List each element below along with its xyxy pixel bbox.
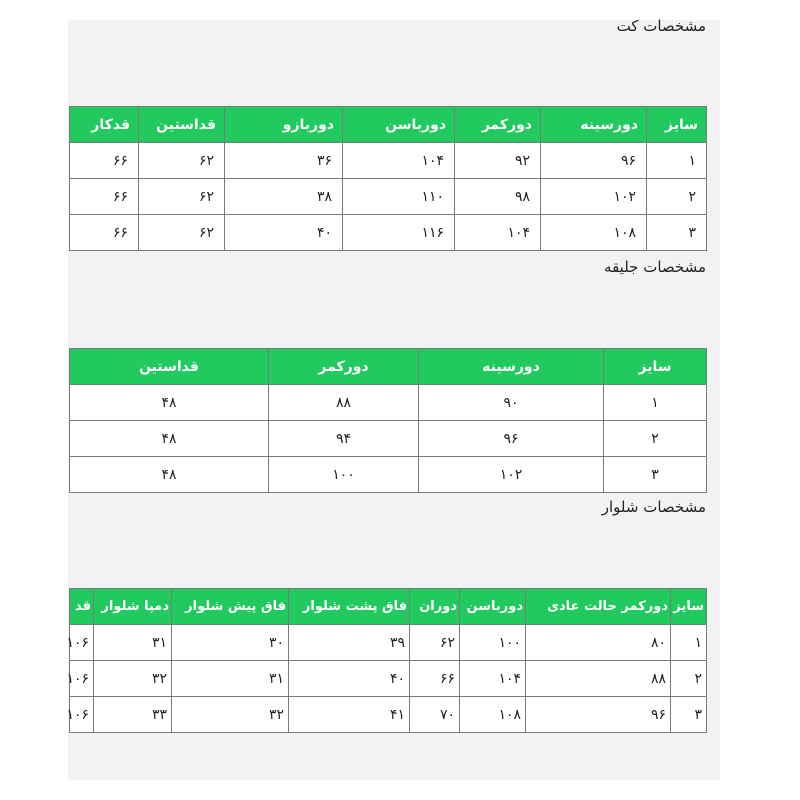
table-cell: ۱۱۰: [343, 179, 455, 215]
table-cell: ۱: [604, 385, 707, 421]
table-cell: ۴۰: [289, 661, 410, 697]
table-cell: ۹۲: [455, 143, 541, 179]
table-cell: ۱۰۸: [541, 215, 647, 251]
table-row: [70, 421, 707, 457]
table-cell: ۶۲: [410, 625, 460, 661]
table-cell: ۳۳: [94, 697, 172, 733]
table-cell: ۱۰۲: [419, 457, 604, 493]
table-cell: ۶۲: [139, 143, 225, 179]
table-row: [70, 661, 707, 697]
table-cell: ۴۱: [289, 697, 410, 733]
pants-header-waist: دورکمر حالت عادی: [526, 589, 671, 625]
table-cell: ۱۰۰: [460, 625, 526, 661]
coat-header-body-length: قدکار: [70, 107, 139, 143]
table-cell: ۱۰۰: [269, 457, 419, 493]
table-cell: ۳۸: [225, 179, 343, 215]
pants-header-front-rise: فاق پیش شلوار: [172, 589, 289, 625]
table-row: [70, 457, 707, 493]
table-cell: ۶۶: [70, 179, 139, 215]
table-cell: ۸۸: [526, 661, 671, 697]
table-cell: ۴۸: [70, 457, 269, 493]
table-row: [70, 179, 707, 215]
table-cell: ۴۸: [70, 385, 269, 421]
coat-header-waist: دورکمر: [455, 107, 541, 143]
coat-header-hip: دورباسن: [343, 107, 455, 143]
table-cell: ۳۲: [172, 697, 289, 733]
pants-header-size: سایز: [671, 589, 707, 625]
vest-header-row: [70, 349, 707, 385]
table-cell: ۱۰۴: [455, 215, 541, 251]
table-row: [70, 385, 707, 421]
table-cell: ۱۰۸: [460, 697, 526, 733]
table-cell: ۳۱: [172, 661, 289, 697]
table-cell: ۸۰: [526, 625, 671, 661]
pants-header-length: قد: [70, 589, 94, 625]
vest-header-chest: دورسینه: [419, 349, 604, 385]
table-cell: ۱۰۶: [70, 697, 94, 733]
table-cell: ۶۲: [139, 179, 225, 215]
table-cell: ۶۲: [139, 215, 225, 251]
table-cell: ۳: [604, 457, 707, 493]
pants-header-row: [70, 589, 707, 625]
table-cell: ۱۰۴: [343, 143, 455, 179]
table-cell: ۶۶: [70, 215, 139, 251]
table-cell: ۳۲: [94, 661, 172, 697]
table-cell: ۱۰۶: [70, 625, 94, 661]
table-cell: ۱۰۴: [460, 661, 526, 697]
table-cell: ۲: [604, 421, 707, 457]
coat-header-sleeve-length: قداستین: [139, 107, 225, 143]
table-cell: ۹۸: [455, 179, 541, 215]
table-cell: ۶۶: [410, 661, 460, 697]
table-row: [70, 143, 707, 179]
table-cell: ۳: [671, 697, 707, 733]
page-content: [66, 17, 720, 780]
coat-header-row: [70, 107, 707, 143]
table-cell: ۴۰: [225, 215, 343, 251]
table-cell: ۴۸: [70, 421, 269, 457]
table-cell: ۳: [647, 215, 707, 251]
vest-table: [69, 348, 707, 493]
table-cell: ۹۰: [419, 385, 604, 421]
table-cell: ۱۰۶: [70, 661, 94, 697]
pants-header-hip: دورباسن: [460, 589, 526, 625]
table-cell: ۳۰: [172, 625, 289, 661]
coat-header-size: سایز: [647, 107, 707, 143]
pants-header-back-rise: فاق پشت شلوار: [289, 589, 410, 625]
vest-header-waist: دورکمر: [269, 349, 419, 385]
table-cell: ۹۶: [526, 697, 671, 733]
table-row: [70, 215, 707, 251]
vest-title: مشخصات جلیقه: [604, 258, 706, 276]
table-cell: ۹۶: [419, 421, 604, 457]
table-cell: ۳۱: [94, 625, 172, 661]
table-cell: ۱۰۲: [541, 179, 647, 215]
vest-header-sleeve-length: قداستین: [70, 349, 269, 385]
table-cell: ۱۱۶: [343, 215, 455, 251]
table-cell: ۱: [671, 625, 707, 661]
table-cell: ۹۶: [541, 143, 647, 179]
table-cell: ۸۸: [269, 385, 419, 421]
table-row: [70, 625, 707, 661]
pants-title: مشخصات شلوار: [601, 498, 706, 516]
table-cell: ۷۰: [410, 697, 460, 733]
table-cell: ۱: [647, 143, 707, 179]
table-cell: ۲: [647, 179, 707, 215]
pants-header-thigh: دوران: [410, 589, 460, 625]
pants-table: [66, 588, 707, 733]
table-cell: ۹۴: [269, 421, 419, 457]
coat-title: مشخصات کت: [616, 17, 706, 35]
coat-table: [69, 106, 707, 251]
vest-header-size: سایز: [604, 349, 707, 385]
table-cell: ۲: [671, 661, 707, 697]
pants-header-hem: دمپا شلوار: [94, 589, 172, 625]
coat-header-chest: دورسینه: [541, 107, 647, 143]
table-cell: ۳۹: [289, 625, 410, 661]
coat-header-arm: دوربازو: [225, 107, 343, 143]
table-cell: ۳۶: [225, 143, 343, 179]
table-cell: ۶۶: [70, 143, 139, 179]
table-row: [70, 697, 707, 733]
